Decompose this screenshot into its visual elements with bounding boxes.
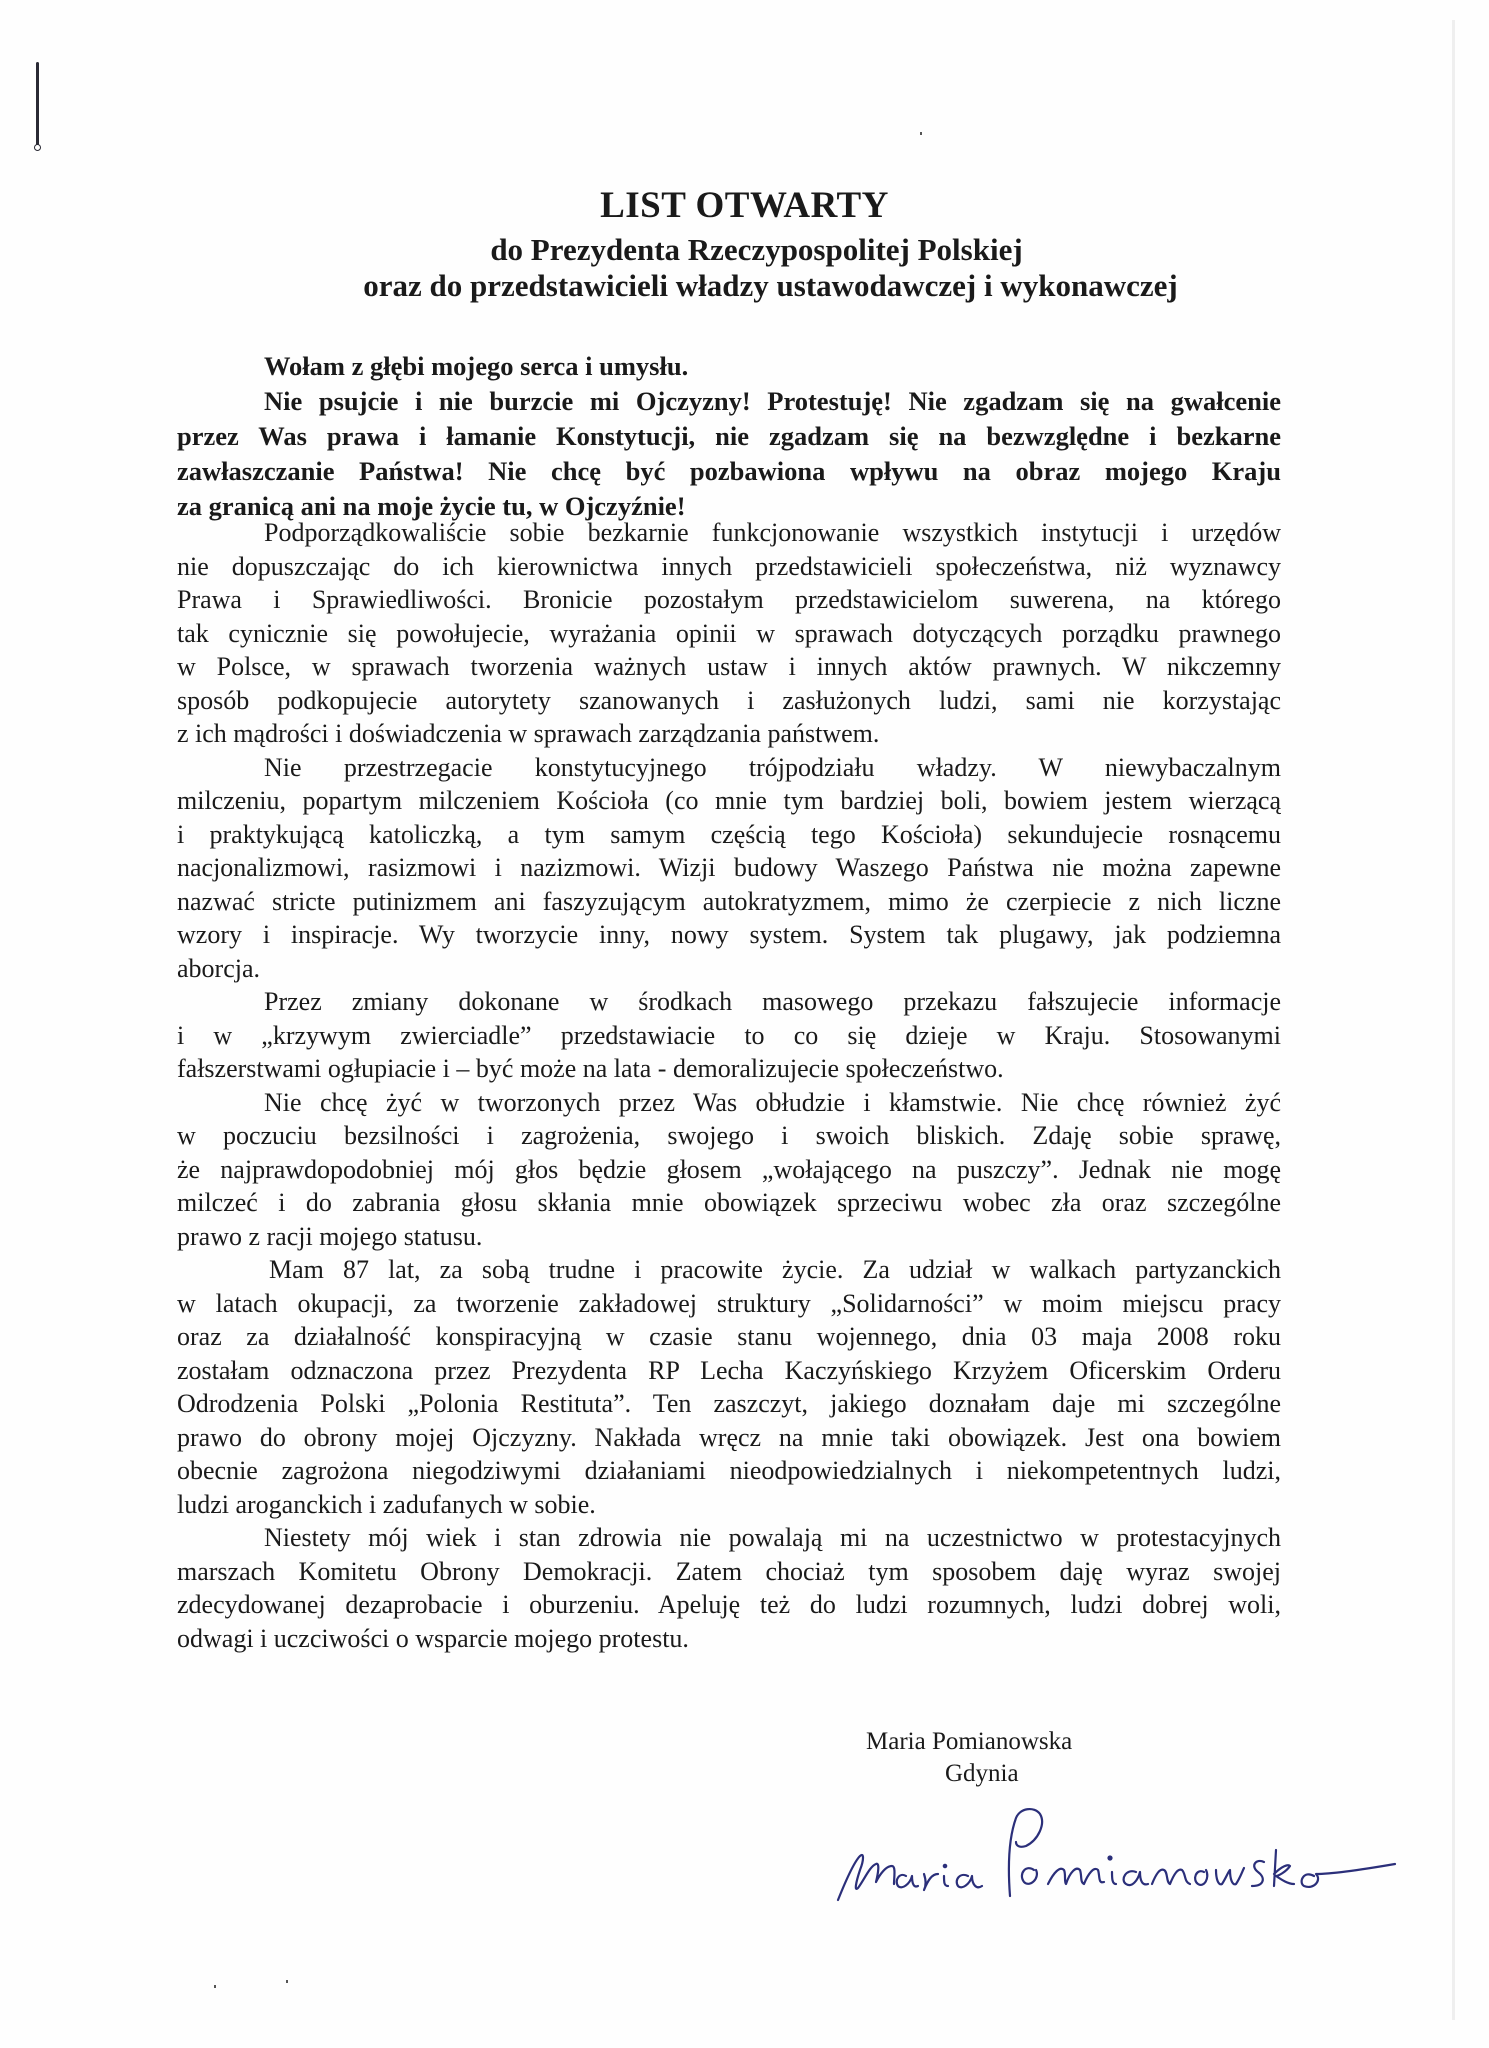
- text-line: Nie psujcie i nie burzcie mi Ojczyzny! Protestuję! Nie zgadzam się na gwałcenie: [264, 386, 1281, 416]
- text-line: prawo do obrony mojej Ojczyzny. Nakłada wręcz na mnie taki obowiązek. Jest ona bowiem: [177, 1422, 1281, 1452]
- text-line: i praktykującą katoliczką, a tym samym częścią tego Kościoła) sekundujecie rosnącemu: [177, 819, 1281, 849]
- text-line: fałszerstwami ogłupiacie i – być może na lata - demoralizujecie społeczeństwo.: [177, 1054, 1004, 1083]
- text-line: odwagi i uczciwości o wsparcie mojego protestu.: [177, 1623, 689, 1653]
- text-line: z ich mądrości i doświadczenia w sprawach zarządzania państwem.: [177, 719, 880, 748]
- text-line: Prawa i Sprawiedliwości. Bronicie pozostałym przedstawicielom suwerena, na którego: [177, 585, 1281, 614]
- text-line: Przez zmiany dokonane w środkach masowego przekazu fałszujecie informacje: [264, 987, 1281, 1016]
- text-line: wzory i inspiracje. Wy tworzycie inny, nowy system. System tak plugawy, jak podziemna: [177, 920, 1281, 949]
- text-line: Mam 87 lat, za sobą trudne i pracowite życie. Za udział w walkach partyzanckich: [269, 1255, 1281, 1284]
- text-line: i w „krzywym zwierciadle” przedstawiacie to co się dzieje w Kraju. Stosowanymi: [177, 1020, 1281, 1050]
- text-line: tak cynicznie się powołujecie, wyrażania opinii w sprawach dotyczących porządku prawnego: [177, 618, 1281, 648]
- text-line: sposób podkopujecie autorytety szanowanych i zasłużonych ludzi, sami nie korzystając: [177, 685, 1281, 715]
- text-line: Podporządkowaliście sobie bezkarnie funkcjonowanie wszystkich instytucji i urzędów: [264, 518, 1281, 547]
- text-line: nie dopuszczając do ich kierownictwa innych przedstawicieli społeczeństwa, niż wyznawcy: [177, 551, 1281, 581]
- handwritten-signature: [820, 1800, 1400, 1910]
- text-line: Niestety mój wiek i stan zdrowia nie powalają mi na uczestnictwo w protestacyjnych: [264, 1523, 1281, 1552]
- text-line: nazwać stricte putinizmem ani faszyzującym autokratyzmem, mimo że czerpiecie z nich liczne: [177, 886, 1281, 916]
- scan-speck: [214, 1985, 216, 1988]
- text-line: zdecydowanej dezaprobacie i oburzeniu. Apeluję też do ludzi rozumnych, ludzi dobrej woli,: [177, 1590, 1281, 1619]
- scan-speck: [286, 1980, 288, 1983]
- text-line: zostałam odznaczona przez Prezydenta RP Lecha Kaczyńskiego Krzyżem Oficerskim Orderu: [177, 1355, 1281, 1385]
- text-line: że najprawdopodobniej mój głos będzie głosem „wołającego na puszczy”. Jednak nie mogę: [177, 1154, 1281, 1184]
- text-line: milczeniu, popartym milczeniem Kościoła (co mnie tym bardziej boli, bowiem jestem wierzącą: [177, 786, 1281, 815]
- text-line: w latach okupacji, za tworzenie zakładowej struktury „Solidarności” w moim miejscu pracy: [177, 1288, 1281, 1318]
- text-line: prawo z racji mojego statusu.: [177, 1221, 483, 1251]
- text-line: oraz za działalność konspiracyjną w czasie stanu wojennego, dnia 03 maja 2008 roku: [177, 1322, 1281, 1351]
- text-line: w Polsce, w sprawach tworzenia ważnych ustaw i innych aktów prawnych. W nikczemny: [177, 652, 1281, 681]
- text-line: marszach Komitetu Obrony Demokracji. Zatem chociaż tym sposobem daję wyraz swojej: [177, 1556, 1281, 1586]
- text-line: Wołam z głębi mojego serca i umysłu.: [264, 351, 689, 381]
- text-line: Nie przestrzegacie konstytucyjnego trójpodziału władzy. W niewybaczalnym: [264, 752, 1281, 782]
- text-line: Nie chcę żyć w tworzonych przez Was obłudzie i kłamstwie. Nie chcę również żyć: [264, 1087, 1281, 1117]
- text-line: obecnie zagrożona niegodziwymi działaniami nieodpowiedzialnych i niekompetentnych ludzi,: [177, 1456, 1281, 1485]
- text-line: milczeć i do zabrania głosu skłania mnie obowiązek sprzeciwu wobec zła oraz szczególne: [177, 1188, 1281, 1217]
- text-line: nacjonalizmowi, rasizmowi i nazizmowi. Wizji budowy Waszego Państwa nie można zapewne: [177, 853, 1281, 882]
- document-subtitle-line-1: do Prezydenta Rzeczypospolitej Polskiej: [490, 232, 1023, 267]
- document-title: LIST OTWARTY: [600, 185, 889, 226]
- text-line: ludzi aroganckich i zadufanych w sobie.: [177, 1489, 596, 1519]
- binder-mark: [36, 62, 39, 146]
- signatory-name: Maria Pomianowska: [866, 1728, 1073, 1755]
- scan-speck: [920, 132, 922, 135]
- page-edge: [1452, 20, 1455, 2020]
- text-line: aborcja.: [177, 953, 261, 983]
- text-line: przez Was prawa i łamanie Konstytucji, nie zgadzam się na bezwzględne i bezkarne: [177, 421, 1281, 451]
- text-line: za granicą ani na moje życie tu, w Ojczyźnie!: [177, 491, 686, 521]
- signatory-city: Gdynia: [945, 1760, 1019, 1787]
- letter-body: [177, 516, 1281, 1655]
- document-subtitle-line-2: oraz do przedstawicieli władzy ustawodawczej i wykonawczej: [363, 268, 1178, 303]
- text-line: w poczuciu bezsilności i zagrożenia, swojego i swoich bliskich. Zdaję sobie sprawę,: [177, 1121, 1281, 1150]
- intro-bold-paragraph: [177, 349, 1281, 524]
- text-line: zawłaszczanie Państwa! Nie chcę być pozbawiona wpływu na obraz mojego Kraju: [177, 456, 1281, 486]
- text-line: Odrodzenia Polski „Polonia Restituta”. Ten zaszczyt, jakiego doznałam daje mi szczególne: [177, 1389, 1281, 1418]
